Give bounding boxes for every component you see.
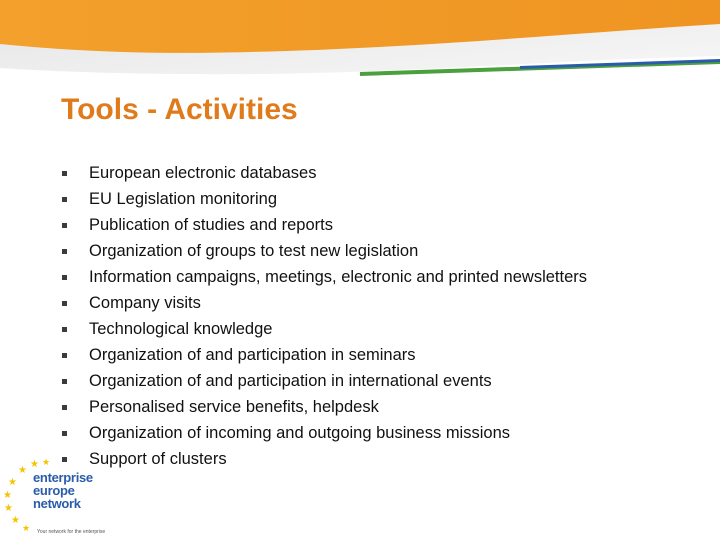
bullet-item bbox=[60, 368, 587, 394]
logo-line: europe bbox=[33, 483, 75, 498]
enterprise-europe-network-logo bbox=[0, 455, 106, 540]
bullet-item bbox=[60, 394, 587, 420]
bullet-text: Information campaigns, meetings, electronic and printed newsletters bbox=[89, 267, 588, 286]
bullet-item bbox=[60, 290, 587, 316]
svg-text:★: ★ bbox=[22, 524, 31, 534]
square-bullet-icon bbox=[62, 249, 67, 254]
bullet-text: Personalised service benefits, helpdesk bbox=[89, 397, 379, 416]
bullet-text: Support of clusters bbox=[89, 449, 227, 468]
square-bullet-icon bbox=[62, 197, 67, 202]
bullet-item bbox=[60, 212, 587, 238]
bullet-text: Technological knowledge bbox=[89, 319, 273, 338]
square-bullet-icon bbox=[62, 405, 67, 410]
bullet-item bbox=[60, 316, 587, 342]
svg-text:★: ★ bbox=[30, 459, 39, 470]
logo-line: enterprise bbox=[33, 470, 93, 485]
header-banner bbox=[0, 0, 720, 80]
bullet-text: Organization of and participation in international events bbox=[89, 371, 492, 390]
bullet-item bbox=[60, 238, 587, 264]
square-bullet-icon bbox=[62, 275, 67, 280]
svg-text:★: ★ bbox=[11, 515, 20, 526]
logo-tagline: Your network for the enterprise bbox=[37, 529, 106, 535]
bullet-text: Organization of groups to test new legislation bbox=[89, 241, 419, 260]
square-bullet-icon bbox=[62, 171, 67, 176]
square-bullet-icon bbox=[62, 301, 67, 306]
bullet-text: Company visits bbox=[89, 293, 201, 312]
bullet-item bbox=[60, 342, 587, 368]
square-bullet-icon bbox=[62, 431, 67, 436]
svg-text:★: ★ bbox=[42, 458, 51, 468]
bullet-item bbox=[60, 264, 587, 290]
square-bullet-icon bbox=[62, 353, 67, 358]
svg-text:★: ★ bbox=[4, 503, 13, 514]
square-bullet-icon bbox=[62, 223, 67, 228]
svg-text:★: ★ bbox=[18, 465, 27, 476]
svg-text:★: ★ bbox=[3, 490, 12, 501]
bullet-text: Organization of and participation in seminars bbox=[89, 345, 416, 364]
square-bullet-icon bbox=[62, 379, 67, 384]
svg-text:★: ★ bbox=[8, 477, 17, 488]
bullet-item bbox=[60, 420, 587, 446]
bullet-text: Publication of studies and reports bbox=[89, 215, 333, 234]
slide-title: Tools - Activities bbox=[61, 93, 298, 126]
bullet-text: Organization of incoming and outgoing business missions bbox=[89, 423, 510, 442]
square-bullet-icon bbox=[62, 327, 67, 332]
bullet-text: EU Legislation monitoring bbox=[89, 189, 278, 208]
logo-line: network bbox=[33, 496, 81, 511]
bullet-list bbox=[60, 160, 587, 472]
bullet-text: European electronic databases bbox=[89, 163, 317, 182]
bullet-item bbox=[60, 160, 587, 186]
bullet-item bbox=[60, 446, 587, 472]
bullet-item bbox=[60, 186, 587, 212]
logo-wordmark bbox=[33, 471, 93, 510]
